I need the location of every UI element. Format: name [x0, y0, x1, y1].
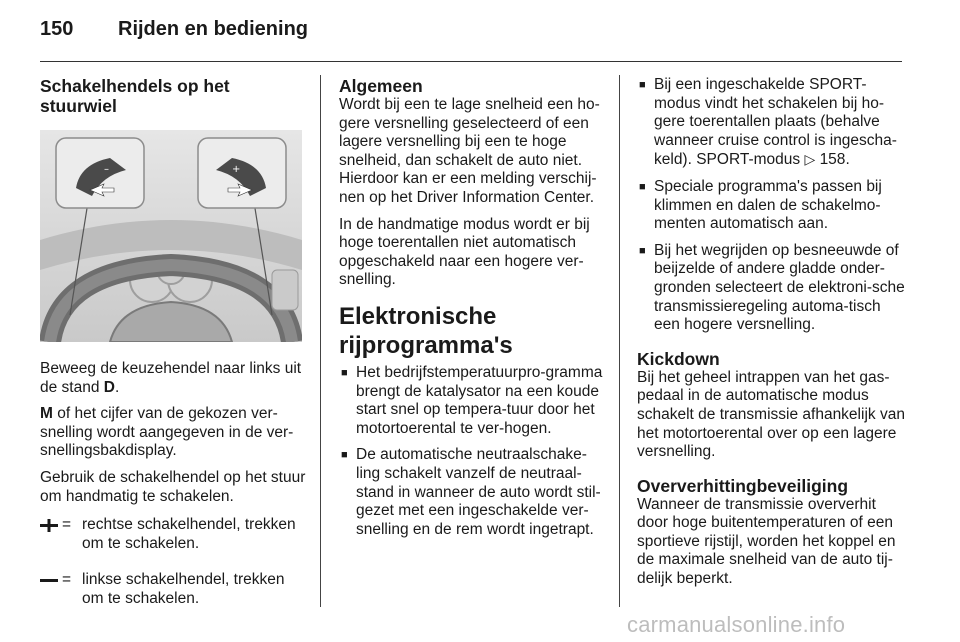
legend-text-minus: linkse schakelhendel, trekken om te schakelen.	[82, 571, 285, 607]
header-rule	[40, 61, 902, 62]
programs-list-continued	[637, 76, 905, 335]
page-reference[interactable]: 158	[819, 151, 846, 169]
paragraph-general-1: Wordt bij een te lage snelheid een ho-gere versnelling geselecteerd of een lagere versnelling bij een te hoge snelheid, dan schakelt de auto niet. Hierdoor kan er een melding verschij-nen op het Driver Information Center.	[339, 96, 600, 206]
section-heading-shift-paddles: Schakelhendels op het stuurwiel	[40, 76, 230, 116]
paragraph-display: M of het cijfer van de gekozen ver-snelling wordt aangegeven in de ver-snellingsbakdisplay.	[40, 405, 294, 460]
page-number: 150	[40, 18, 74, 40]
list-item: ■ Bij het wegrijden op besneeuwde of beijzelde of andere gladde onder-gronden selecteert de elektroni-sche transmissieregeling automa-tisch een hogere versnelling.	[637, 242, 905, 335]
right-column	[637, 76, 905, 597]
paragraph-overheat: Wanneer de transmissie oververhit door hoge buitentemperaturen of een sportieve rijstijl, worden het koppel en de maximale snelheid van de auto tij-delijk beperkt.	[637, 495, 896, 588]
list-item: ■ Bij een ingeschakelde SPORT-modus vindt het schakelen bij ho-gere toerentallen plaats (behalve wanneer cruise control is ingescha-keld). SPORT-modus ▷ 158.	[637, 76, 905, 170]
column-divider-left	[320, 75, 321, 607]
paragraph-select-lever: Beweeg de keuzehendel naar links uit de stand D.	[40, 360, 302, 396]
section-heading-general: Algemeen	[339, 76, 423, 96]
legend-row-minus: = linkse schakelhendel, trekken om te schakelen.	[40, 571, 306, 608]
electronic-programs-list	[339, 364, 605, 539]
svg-text:–: –	[104, 164, 109, 175]
steering-wheel-illustration	[40, 130, 302, 342]
legend-text-plus: rechtse schakelhendel, trekken om te schakelen.	[82, 516, 296, 552]
middle-column	[339, 76, 605, 547]
section-title-electronic-programs: Elektronische rijprogramma's	[339, 302, 513, 359]
minus-icon	[40, 574, 58, 587]
list-item: ■ Speciale programma's passen bij klimmen en dalen de schakelmo-menten automatisch aan.	[637, 178, 905, 234]
list-item: ■ De automatische neutraalschake-ling schakelt vanzelf de neutraal-stand in wanneer de auto wordt stil-gezet met een ingeschakelde ver-snelling en de rem wordt ingetrapt.	[339, 446, 605, 539]
paragraph-kickdown: Bij het geheel intrappen van het gas-pedaal in de automatische modus schakelt de transmissie afhankelijk van het motortoerental over op een lagere versnelling.	[637, 368, 905, 461]
paragraph-general-2: In de handmatige modus wordt er bij hoge toerentallen niet automatisch opgeschakeld naar een hogere ver-snelling.	[339, 215, 590, 289]
column-divider-right	[619, 75, 620, 607]
list-item: ■ Het bedrijfstemperatuurpro-gramma brengt de katalysator na een koude start snel op tempera-tuur door het motortoerental te ver-hogen.	[339, 364, 605, 438]
plus-icon	[40, 519, 58, 532]
section-heading-kickdown: Kickdown	[637, 348, 720, 369]
paragraph-manual-shift: Gebruik de schakelhendel op het stuur om handmatig te schakelen.	[40, 468, 306, 505]
left-column	[40, 76, 306, 627]
steering-wheel-paddles-image	[40, 130, 302, 342]
legend-row-plus: = rechtse schakelhendel, trekken om te schakelen.	[40, 516, 306, 553]
section-heading-overheat: Oververhittingbeveiliging	[637, 475, 849, 496]
svg-text:+: +	[232, 164, 241, 175]
page-reference-icon: ▷	[804, 151, 816, 168]
watermark: carmanualsonline.info	[627, 612, 846, 637]
page-title: Rijden en bediening	[118, 18, 309, 40]
